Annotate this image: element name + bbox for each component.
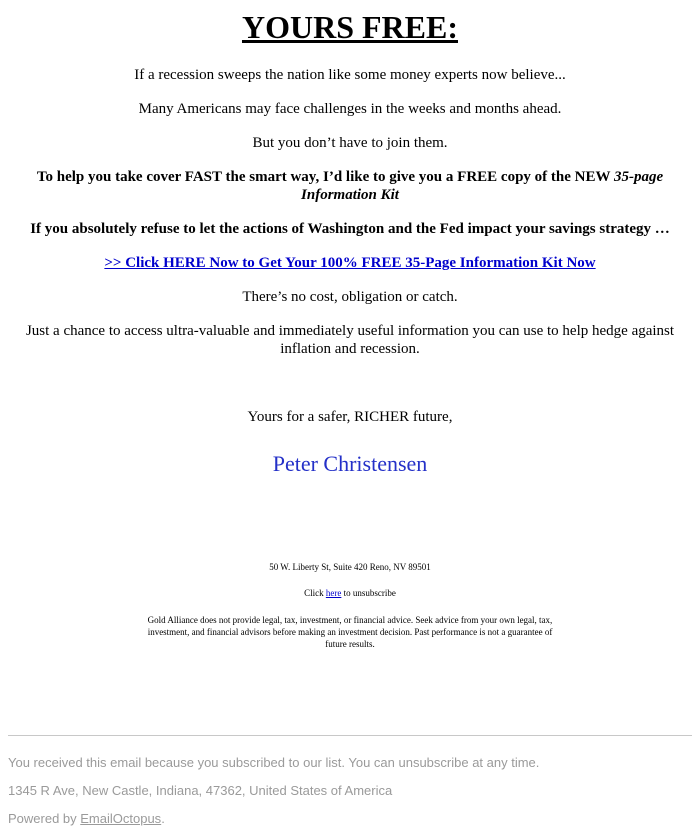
refuse-line: If you absolutely refuse to let the actions of Washington and the Fed impact your savings strategy …	[30, 221, 670, 237]
offer-text: To help you take cover FAST the smart way, I’d like to give you a FREE copy of the NEW	[36, 169, 614, 185]
footer-address: 1345 R Ave, New Castle, Indiana, 47362, United States of America	[8, 783, 393, 798]
powered-by-prefix: Powered by	[8, 811, 81, 826]
footer-notice: You received this email because you subscribed to our list. You can unsubscribe at any time.	[8, 755, 540, 770]
unsubscribe-prefix: Click	[304, 588, 326, 598]
offer-kit-name: 35-page Information Kit	[301, 169, 664, 203]
offer-paragraph	[8, 168, 692, 204]
powered-by-suffix: .	[161, 811, 165, 826]
cta-paragraph	[0, 254, 700, 272]
emailoctopus-link[interactable]: EmailOctopus	[80, 811, 162, 826]
chance-paragraph: Just a chance to access ultra-valuable and immediately useful information you can use to help hedge against inflation and recession.	[25, 323, 675, 357]
unsubscribe-suffix: to unsubscribe	[341, 588, 396, 598]
signature: Peter Christensen	[272, 451, 428, 476]
disclaimer: Gold Alliance does not provide legal, tax, investment, or financial advice. Seek advice from your own legal, tax, investment, and financial advisors before making an investment decision. Past performance is not a guarantee of future results.	[147, 615, 553, 649]
intro-line-3: But you don’t have to join them.	[252, 135, 448, 151]
mailing-address: 50 W. Liberty St, Suite 420 Reno, NV 89501	[269, 562, 431, 572]
headline: YOURS FREE:	[241, 9, 458, 45]
free-kit-cta-link[interactable]: >> Click HERE Now to Get Your 100% FREE 35-Page Information Kit Now	[104, 255, 596, 271]
unsubscribe-line	[0, 587, 700, 599]
no-cost-line: There’s no cost, obligation or catch.	[242, 289, 458, 305]
signoff: Yours for a safer, RICHER future,	[247, 409, 453, 425]
footer-divider	[8, 735, 692, 736]
unsubscribe-link[interactable]: here	[325, 588, 342, 598]
intro-line-1: If a recession sweeps the nation like some money experts now believe...	[134, 67, 566, 83]
powered-by-line	[8, 811, 165, 827]
intro-line-2: Many Americans may face challenges in the weeks and months ahead.	[138, 101, 562, 117]
